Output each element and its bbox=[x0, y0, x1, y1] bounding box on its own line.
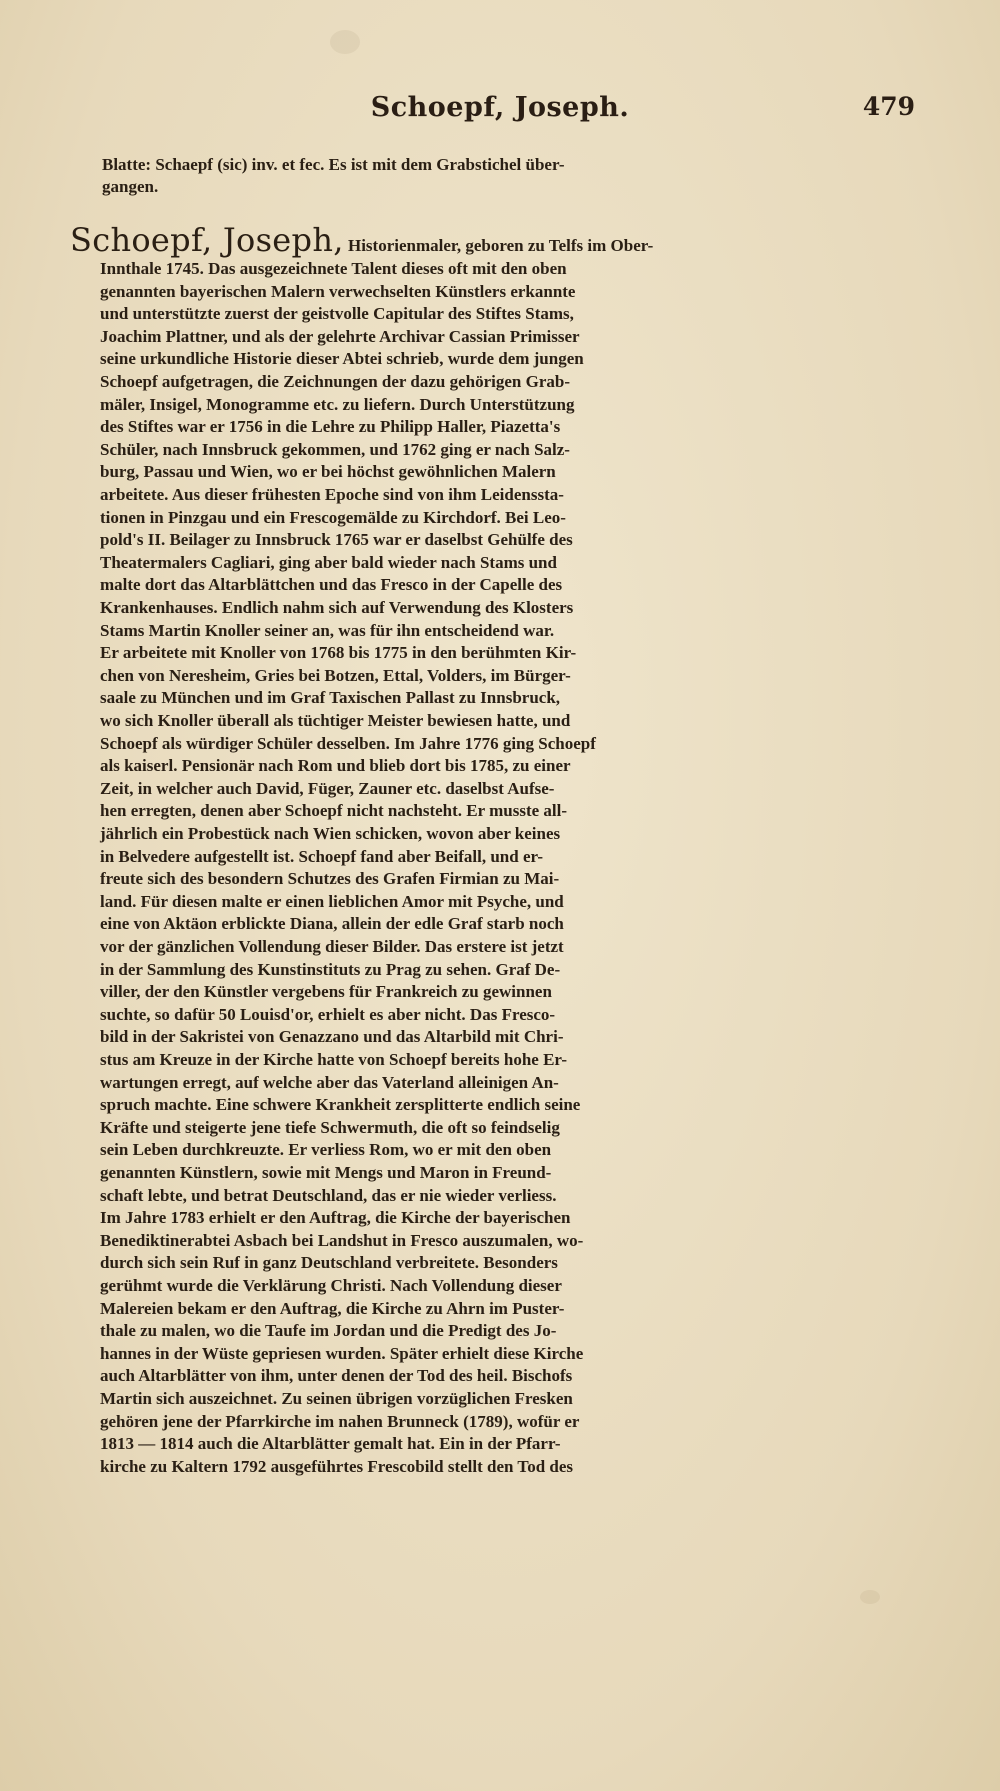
entry-line: als kaiserl. Pensionär nach Rom und blieb dort bis 1785, zu einer bbox=[100, 756, 571, 776]
entry-line: Malereien bekam er den Auftrag, die Kirche zu Ahrn im Puster- bbox=[100, 1298, 565, 1318]
entry-line: Stams Martin Knoller seiner an, was für ihn entscheidend war. bbox=[100, 620, 555, 640]
entry-line: thale zu malen, wo die Taufe im Jordan und die Predigt des Jo- bbox=[100, 1321, 557, 1341]
entry-line: genannten bayerischen Malern verwechselten Künstlers erkannte bbox=[100, 281, 576, 301]
entry-line: wo sich Knoller überall als tüchtiger Meister bewiesen hatte, und bbox=[100, 711, 571, 730]
entry-line: pold's II. Beilager zu Innsbruck 1765 war er daselbst Gehülfe des bbox=[100, 530, 573, 550]
entry-line: in Belvedere aufgestellt ist. Schoepf fand aber Beifall, und er- bbox=[100, 846, 544, 866]
entry-line: Er arbeitete mit Knoller von 1768 bis 1775 in den berühmten Kir- bbox=[100, 643, 577, 663]
running-title: Schoepf, Joseph. bbox=[370, 92, 630, 123]
entry-line: Martin sich auszeichnet. Zu seinen übrigen vorzüglichen Fresken bbox=[100, 1389, 573, 1408]
paper-stain bbox=[330, 30, 360, 54]
entry-headword: Schoepf, Joseph, bbox=[70, 221, 344, 259]
entry-line: Innthale 1745. Das ausgezeichnete Talent dieses oft mit den oben bbox=[100, 259, 567, 278]
entry-line: auch Altarblätter von ihm, unter denen der Tod des heil. Bischofs bbox=[100, 1366, 573, 1386]
entry-line: viller, der den Künstler vergebens für Frankreich zu gewinnen bbox=[100, 982, 552, 1002]
entry-first-line-text: Historienmaler, geboren zu Telfs im Ober- bbox=[347, 236, 654, 255]
entry-line: tionen in Pinzgau und ein Frescogemälde zu Kirchdorf. Bei Leo- bbox=[100, 507, 566, 527]
entry-line: Schoepf als würdiger Schüler desselben. Im Jahre 1776 ging Schoepf bbox=[100, 733, 596, 753]
entry-line: 1813 — 1814 auch die Altarblätter gemalt hat. Ein in der Pfarr- bbox=[100, 1434, 561, 1454]
entry-line: stus am Kreuze in der Kirche hatte von Schoepf bereits hohe Er- bbox=[100, 1050, 568, 1069]
entry-line: Benediktinerabtei Asbach bei Landshut in Fresco auszumalen, wo- bbox=[100, 1230, 584, 1250]
entry-line: spruch machte. Eine schwere Krankheit zersplitterte endlich seine bbox=[100, 1095, 581, 1115]
entry-line: Zeit, in welcher auch David, Füger, Zauner etc. daselbst Aufse- bbox=[100, 778, 555, 798]
entry-line: Joachim Plattner, und als der gelehrte Archivar Cassian Primisser bbox=[100, 326, 580, 346]
entry-line: burg, Passau und Wien, wo er bei höchst gewöhnlichen Malern bbox=[100, 462, 556, 482]
previous-entry-line: gangen. bbox=[102, 177, 159, 196]
entry-line: arbeitete. Aus dieser frühesten Epoche sind von ihm Leidenssta- bbox=[100, 485, 564, 504]
entry-line: Theatermalers Cagliari, ging aber bald wieder nach Stams und bbox=[100, 552, 557, 572]
entry-line: durch sich sein Ruf in ganz Deutschland verbreitete. Besonders bbox=[100, 1253, 558, 1273]
entry-line: Schüler, nach Innsbruck gekommen, und 1762 ging er nach Salz- bbox=[100, 439, 570, 459]
entry-line: vor der gänzlichen Vollendung dieser Bilder. Das erstere ist jetzt bbox=[100, 937, 564, 956]
entry-first-line bbox=[70, 220, 653, 260]
entry-line: sein Leben durchkreuzte. Er verliess Rom, wo er mit den oben bbox=[100, 1140, 552, 1160]
entry-line: land. Für diesen malte er einen lieblichen Amor mit Psyche, und bbox=[100, 891, 564, 911]
entry-line: Krankenhauses. Endlich nahm sich auf Verwendung des Klosters bbox=[100, 598, 574, 617]
entry-line: malte dort das Altarblättchen und das Fresco in der Capelle des bbox=[100, 575, 563, 595]
entry-line: Im Jahre 1783 erhielt er den Auftrag, die Kirche der bayerischen bbox=[100, 1208, 571, 1228]
entry-line: bild in der Sakristei von Genazzano und das Altarbild mit Chri- bbox=[100, 1027, 564, 1047]
entry-line: kirche zu Kaltern 1792 ausgeführtes Frescobild stellt den Tod des bbox=[100, 1456, 574, 1476]
entry-line: gerühmt wurde die Verklärung Christi. Nach Vollendung dieser bbox=[100, 1276, 562, 1295]
previous-entry-line: Blatte: Schaepf (sic) inv. et fec. Es ist mit dem Grabstichel über- bbox=[102, 155, 565, 174]
entry-line: und unterstützte zuerst der geistvolle Capitular des Stiftes Stams, bbox=[100, 304, 574, 324]
entry-line: genannten Künstlern, sowie mit Mengs und Maron in Freund- bbox=[100, 1163, 552, 1182]
entry-line: freute sich des besondern Schutzes des Grafen Firmian zu Mai- bbox=[100, 869, 560, 889]
page-number: 479 bbox=[862, 92, 915, 121]
entry-line: in der Sammlung des Kunstinstituts zu Prag zu sehen. Graf De- bbox=[100, 959, 561, 979]
entry-line: wartungen erregt, auf welche aber das Vaterland alleinigen An- bbox=[100, 1072, 559, 1092]
entry-line: suchte, so dafür 50 Louisd'or, erhielt es aber nicht. Das Fresco- bbox=[100, 1004, 556, 1024]
entry-line: hannes in der Wüste gepriesen wurden. Später erhielt diese Kirche bbox=[100, 1343, 584, 1363]
entry-line: hen erregten, denen aber Schoepf nicht nachsteht. Er musste all- bbox=[100, 801, 568, 821]
entry-line: jährlich ein Probestück nach Wien schicken, wovon aber keines bbox=[100, 824, 561, 843]
entry-line: des Stiftes war er 1756 in die Lehre zu Philipp Haller, Piazetta's bbox=[100, 417, 561, 437]
entry-line: eine von Aktäon erblickte Diana, allein der edle Graf starb noch bbox=[100, 914, 564, 934]
paper-stain bbox=[860, 1590, 880, 1604]
entry-line: schaft lebte, und betrat Deutschland, das er nie wieder verliess. bbox=[100, 1185, 557, 1205]
entry-line: chen von Neresheim, Gries bei Botzen, Ettal, Volders, im Bürger- bbox=[100, 665, 571, 685]
entry-line: seine urkundliche Historie dieser Abtei schrieb, wurde dem jungen bbox=[100, 349, 584, 369]
entry-line: saale zu München und im Graf Taxischen Pallast zu Innsbruck, bbox=[100, 688, 561, 708]
entry-line: Schoepf aufgetragen, die Zeichnungen der dazu gehörigen Grab- bbox=[100, 372, 571, 391]
entry-line: Kräfte und steigerte jene tiefe Schwermuth, die oft so feindselig bbox=[100, 1117, 560, 1137]
entry-line: mäler, Insigel, Monogramme etc. zu liefern. Durch Unterstützung bbox=[100, 394, 575, 414]
entry-line: gehören jene der Pfarrkirche im nahen Brunneck (1789), wofür er bbox=[100, 1411, 580, 1431]
page-header bbox=[0, 92, 1000, 132]
